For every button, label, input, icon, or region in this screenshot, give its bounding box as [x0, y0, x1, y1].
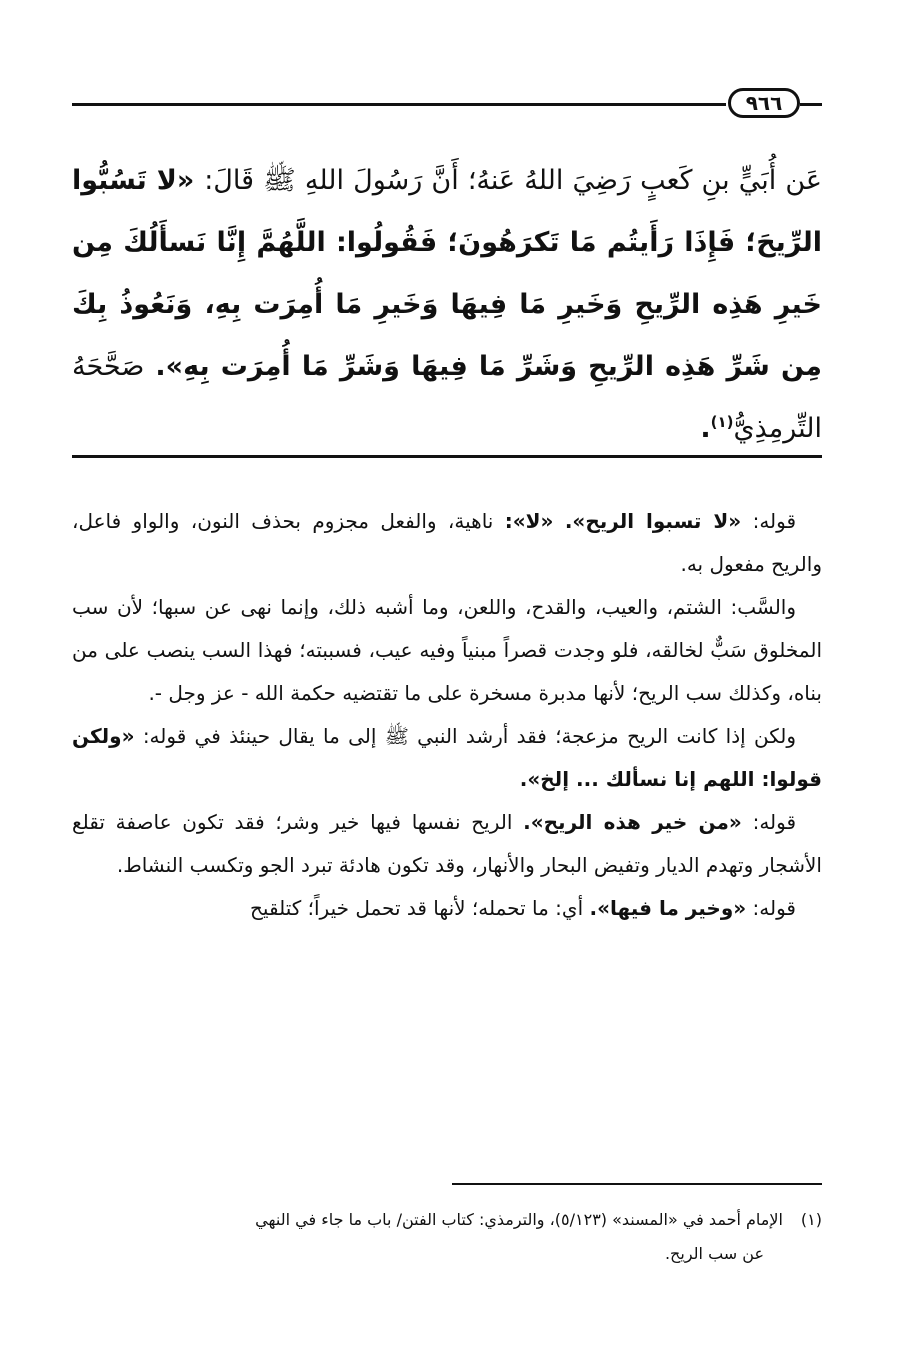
footnote-rule	[452, 1183, 822, 1185]
paragraph-prefix: قوله:	[752, 896, 796, 920]
commentary	[72, 500, 822, 930]
paragraph-text: ولكن إذا كانت الريح مزعجة؛ فقد أرشد النبي ﷺ إلى ما يقال حينئذ في قوله:	[142, 724, 797, 748]
page-header	[72, 86, 822, 126]
paragraph-text: ناهية، والفعل مجزوم بحذف النون، والواو فاعل، والريح مفعول به.	[72, 509, 822, 576]
header-rule-end	[800, 103, 822, 106]
commentary-paragraph	[72, 586, 822, 715]
quoted-word: «لا»:	[504, 509, 554, 533]
quoted-phrase: «وخير ما فيها».	[589, 896, 747, 920]
paragraph-prefix: قوله:	[752, 810, 797, 834]
hadith-text: عَن أُبَيٍّ بنِ كَعبٍ رَضِيَ اللهُ عَنهُ؛ أَنَّ رَسُولَ اللهِ ﷺ قَالَ: «لا تَسُبُّوا الرِّيحَ؛ فَإِذَا رَأَيتُم مَا تَكرَهُونَ؛ فَقُولُوا: اللَّهُمَّ إِنَّا نَسأَلُكَ مِن خَيرِ هَذِه الرِّيحِ وَخَيرِ مَا فِيهَا وَخَيرِ مَا أُمِرَت بِهِ، وَنَعُوذُ بِكَ مِن شَرِّ هَذِه الرِّيحِ وَشَرِّ مَا فِيهَا وَشَرِّ مَا أُمِرَت بِهِ». صَحَّحَهُ التِّرمِذِيُّ$^{(١)}$.	[72, 165, 823, 444]
hadith-grading: صَحَّحَهُ التِّرمِذِيُّ	[72, 351, 822, 444]
quoted-phrase: «ولكن قولوا: اللهم إنا نسألك ... إلخ».	[72, 724, 822, 791]
paragraph-text: والسَّب: الشتم، والعيب، والقدح، واللعن، وما أشبه ذلك، وإنما نهى عن سبها؛ لأن سب المخلوق سَبٌّ لخالقه، فلو وجدت قصراً مبنياً وفيه عيب، فسببته؛ فهذا السب ينصب على من بناه، وكذلك سب الريح؛ لأنها مدبرة مسخرة على ما تقتضيه حكمة الله - عز وجل -.	[72, 595, 822, 705]
quoted-phrase: «لا تسبوا الريح».	[564, 509, 742, 533]
footnote	[72, 1203, 822, 1271]
paragraph-text: الريح نفسها فيها خير وشر؛ فقد تكون عاصفة تقلع الأشجار وتهدم الديار وتفيض البحار والأنهار، وقد تكون هادئة تبرد الجو وتكسب النشاط.	[72, 810, 822, 877]
section-divider	[72, 455, 822, 458]
commentary-paragraph	[72, 500, 822, 586]
hadith-quote: «لا تَسُبُّوا الرِّيحَ؛ فَإِذَا رَأَيتُم مَا تَكرَهُونَ؛ فَقُولُوا: اللَّهُمَّ إِنَّا نَسأَلُكَ مِن خَيرِ هَذِه الرِّيحِ وَخَيرِ مَا فِيهَا وَخَيرِ مَا أُمِرَت بِهِ، وَنَعُوذُ بِكَ مِن شَرِّ هَذِه الرِّيحِ وَشَرِّ مَا فِيهَا وَشَرِّ مَا أُمِرَت بِهِ».	[72, 165, 822, 382]
hadith-intro: عَن أُبَيٍّ بنِ كَعبٍ رَضِيَ اللهُ عَنهُ؛ أَنَّ رَسُولَ اللهِ ﷺ قَالَ:	[204, 165, 823, 196]
quoted-phrase: «من خير هذه الريح».	[523, 810, 742, 834]
paragraph-prefix: قوله:	[752, 509, 797, 533]
commentary-paragraph	[72, 801, 822, 887]
footnote-line-1: الإمام أحمد في «المسند» (٥/١٢٣)، والترمذي: كتاب الفتن/ باب ما جاء في النهي	[255, 1210, 783, 1229]
page-number: ٩٦٦	[728, 88, 800, 118]
footnote-line-2: عن سب الريح.	[664, 1244, 764, 1263]
paragraph-text: أي: ما تحمله؛ لأنها قد تحمل خيراً؛ كتلقيح	[250, 896, 584, 920]
footnote-ref: (١)	[710, 413, 734, 431]
header-rule	[72, 103, 726, 106]
footnote-number: (١)	[800, 1210, 822, 1229]
commentary-paragraph	[72, 715, 822, 801]
commentary-paragraph	[72, 887, 822, 930]
